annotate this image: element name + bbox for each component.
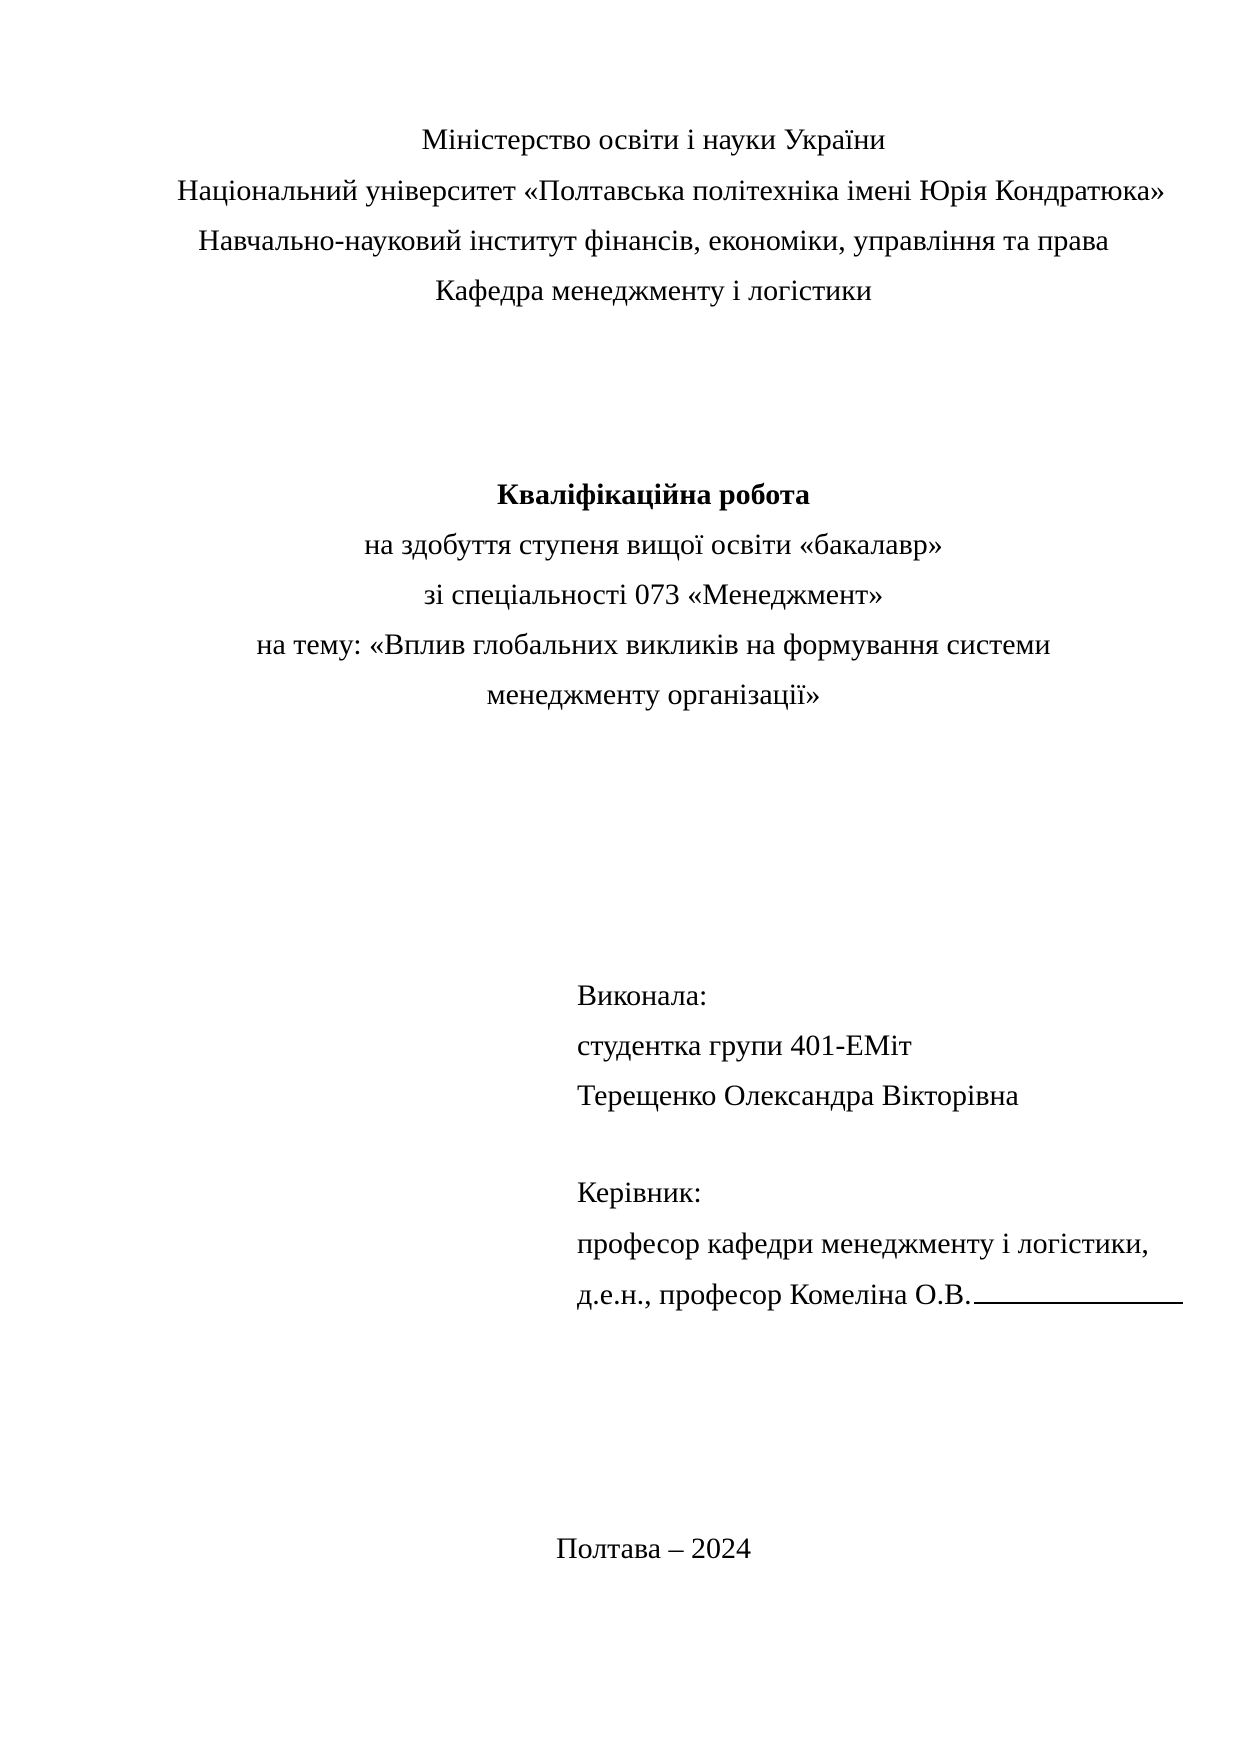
- ministry-line: Міністерство освіти і науки України: [421, 123, 886, 156]
- document-title: Кваліфікаційна робота: [497, 478, 810, 511]
- degree-line: на здобуття ступеня вищої освіти «бакалавр»: [364, 528, 943, 561]
- author-name: Терещенко Олександра Вікторівна: [577, 1079, 1019, 1112]
- author-group: студентка групи 401-ЕМіт: [577, 1029, 912, 1062]
- institute-line: Навчально-науковий інститут фінансів, економіки, управління та права: [198, 224, 1109, 257]
- supervisor-name-row: [577, 1270, 1183, 1320]
- supervisor-position: професор кафедри менеджменту і логістики,: [577, 1227, 1149, 1260]
- topic-line-2: менеджменту організації»: [486, 678, 821, 711]
- signature-line: [974, 1302, 1183, 1304]
- specialty-line: зі спеціальності 073 «Менеджмент»: [423, 578, 884, 611]
- city-year: Полтава – 2024: [555, 1532, 752, 1565]
- university-line: Національний університет «Полтавська політехніка імені Юрія Кондратюка»: [177, 174, 1166, 207]
- supervisor-label: Керівник:: [577, 1176, 702, 1209]
- topic-line-1: на тему: «Вплив глобальних викликів на формування системи: [256, 628, 1051, 661]
- department-line: Кафедра менеджменту і логістики: [435, 274, 872, 307]
- author-label: Виконала:: [577, 979, 708, 1012]
- supervisor-name: д.е.н., професор Комеліна О.В.: [577, 1278, 972, 1311]
